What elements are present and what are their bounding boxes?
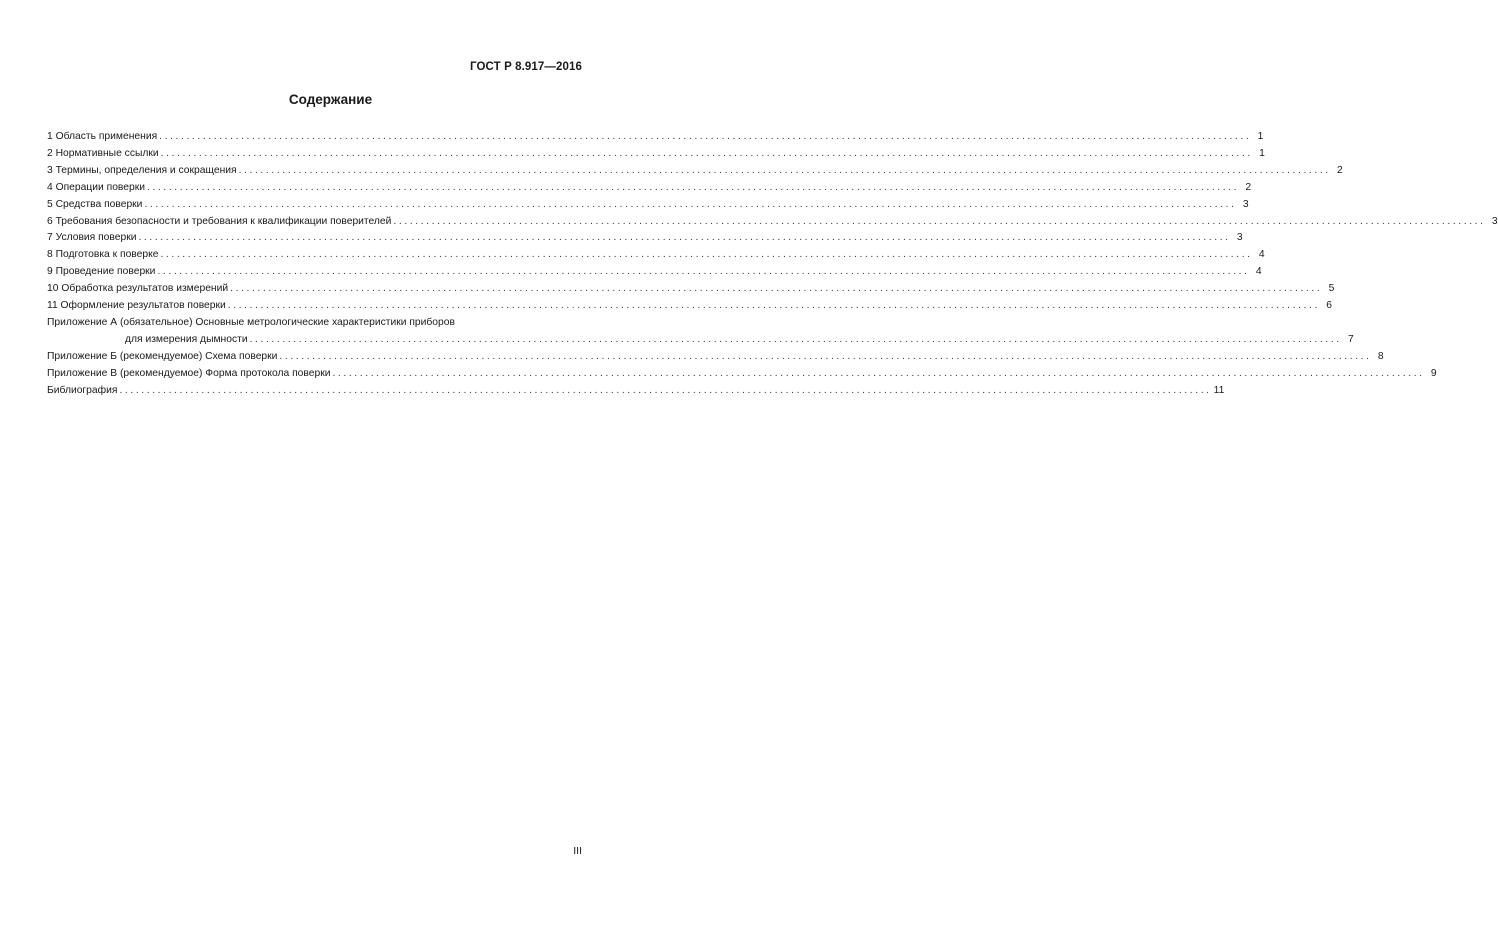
toc-entry-title: 5 Средства поверки xyxy=(47,198,143,210)
toc-entry-title: 8 Подготовка к поверке xyxy=(47,249,159,261)
toc-entry-page: 6 xyxy=(1326,300,1332,312)
dot-leader: ........................................................................................................................................................................................................ xyxy=(238,164,1331,176)
dot-leader: ........................................................................................................................................................................................................ xyxy=(227,300,1320,312)
toc-entry-title: Библиография xyxy=(47,384,118,396)
toc-entry-page: 7 xyxy=(1348,333,1354,345)
toc-entry-title: 2 Нормативные ссылки xyxy=(47,147,159,159)
page-number: III xyxy=(573,845,582,857)
toc-entry-title: 11 Оформление результатов поверки xyxy=(47,300,226,312)
toc-entry-page: 3 xyxy=(1236,232,1243,244)
page-title: Содержание xyxy=(288,92,373,107)
toc-entry-title-continuation: для измерения дымности xyxy=(125,333,248,345)
toc-entry-title: 4 Операции поверки xyxy=(47,181,145,193)
toc-entry[interactable] xyxy=(47,281,1335,298)
toc-entry[interactable] xyxy=(47,383,1225,400)
dot-leader: ........................................................................................................................................................................................................ xyxy=(249,333,1342,345)
toc-entry-appendix-a[interactable] xyxy=(47,315,584,332)
toc-entry-page: 2 xyxy=(1245,181,1252,193)
toc-entry-page: 9 xyxy=(1430,367,1437,379)
toc-entry[interactable] xyxy=(47,298,1332,315)
dot-leader: ........................................................................................................................................................................................................ xyxy=(138,232,1231,244)
toc-entry-title: Приложение В (рекомендуемое) Форма протокола поверки xyxy=(47,367,331,379)
dot-leader: ........................................................................................................................................................................................................ xyxy=(230,283,1323,295)
dot-leader: ........................................................................................................................................................................................................ xyxy=(144,198,1237,210)
toc-entry-title: Приложение Б (рекомендуемое) Схема поверки xyxy=(47,350,278,362)
table-of-contents xyxy=(47,129,1498,400)
toc-entry[interactable] xyxy=(47,247,1265,264)
toc-entry-page: 2 xyxy=(1337,164,1343,176)
toc-entry-page: 1 xyxy=(1257,131,1264,142)
dot-leader: ........................................................................................................................................................................................................ xyxy=(160,249,1253,261)
toc-entry-page: 4 xyxy=(1255,266,1262,278)
toc-entry-page: 5 xyxy=(1328,283,1335,295)
standard-code: ГОСТ Р 8.917—2016 xyxy=(470,61,582,73)
toc-entry-title: 1 Область применения xyxy=(47,131,158,142)
toc-entry-title: 9 Проведение поверки xyxy=(47,266,156,278)
dot-leader: ........................................................................................................................................................................................................ xyxy=(146,181,1240,193)
toc-entry-title: 6 Требования безопасности и требования к квалификации поверителей xyxy=(47,215,392,227)
dot-leader: ........................................................................................................................................................................................................ xyxy=(159,131,1252,142)
toc-entry[interactable] xyxy=(47,129,1264,146)
toc-entry-page: 8 xyxy=(1377,350,1384,362)
toc-entry[interactable] xyxy=(47,163,1343,180)
dot-leader: ........................................................................................................................................................................................................ xyxy=(160,147,1253,159)
toc-entry[interactable] xyxy=(47,180,1252,197)
toc-entry-title: 3 Термины, определения и сокращения xyxy=(47,164,237,176)
toc-entry-title: 10 Обработка результатов измерений xyxy=(47,283,229,295)
toc-entry-page: 11 xyxy=(1213,384,1225,396)
toc-entry[interactable] xyxy=(47,264,1262,281)
dot-leader: ........................................................................................................................................................................................................ xyxy=(119,384,1212,396)
toc-entry[interactable] xyxy=(47,230,1243,247)
toc-entry[interactable] xyxy=(47,146,1265,163)
dot-leader: ........................................................................................................................................................................................................ xyxy=(332,367,1425,379)
toc-entry-page: 3 xyxy=(1242,198,1249,210)
dot-leader: ........................................................................................................................................................................................................ xyxy=(157,266,1250,278)
toc-entry-page: 1 xyxy=(1259,147,1265,159)
toc-entry-page: 3 xyxy=(1491,215,1498,227)
dot-leader: ........................................................................................................................................................................................................ xyxy=(393,215,1486,227)
toc-entry-title: 7 Условия поверки xyxy=(47,232,137,244)
toc-entry-continuation[interactable] xyxy=(47,332,1354,349)
toc-entry[interactable] xyxy=(47,197,1249,214)
toc-entry[interactable] xyxy=(47,214,1498,231)
toc-entry-title: Приложение А (обязательное) Основные метрологические характеристики приборов xyxy=(47,316,455,328)
toc-entry[interactable] xyxy=(47,366,1437,383)
toc-entry[interactable] xyxy=(47,349,1384,366)
dot-leader: ........................................................................................................................................................................................................ xyxy=(279,350,1372,362)
toc-entry-page: 4 xyxy=(1258,249,1265,261)
